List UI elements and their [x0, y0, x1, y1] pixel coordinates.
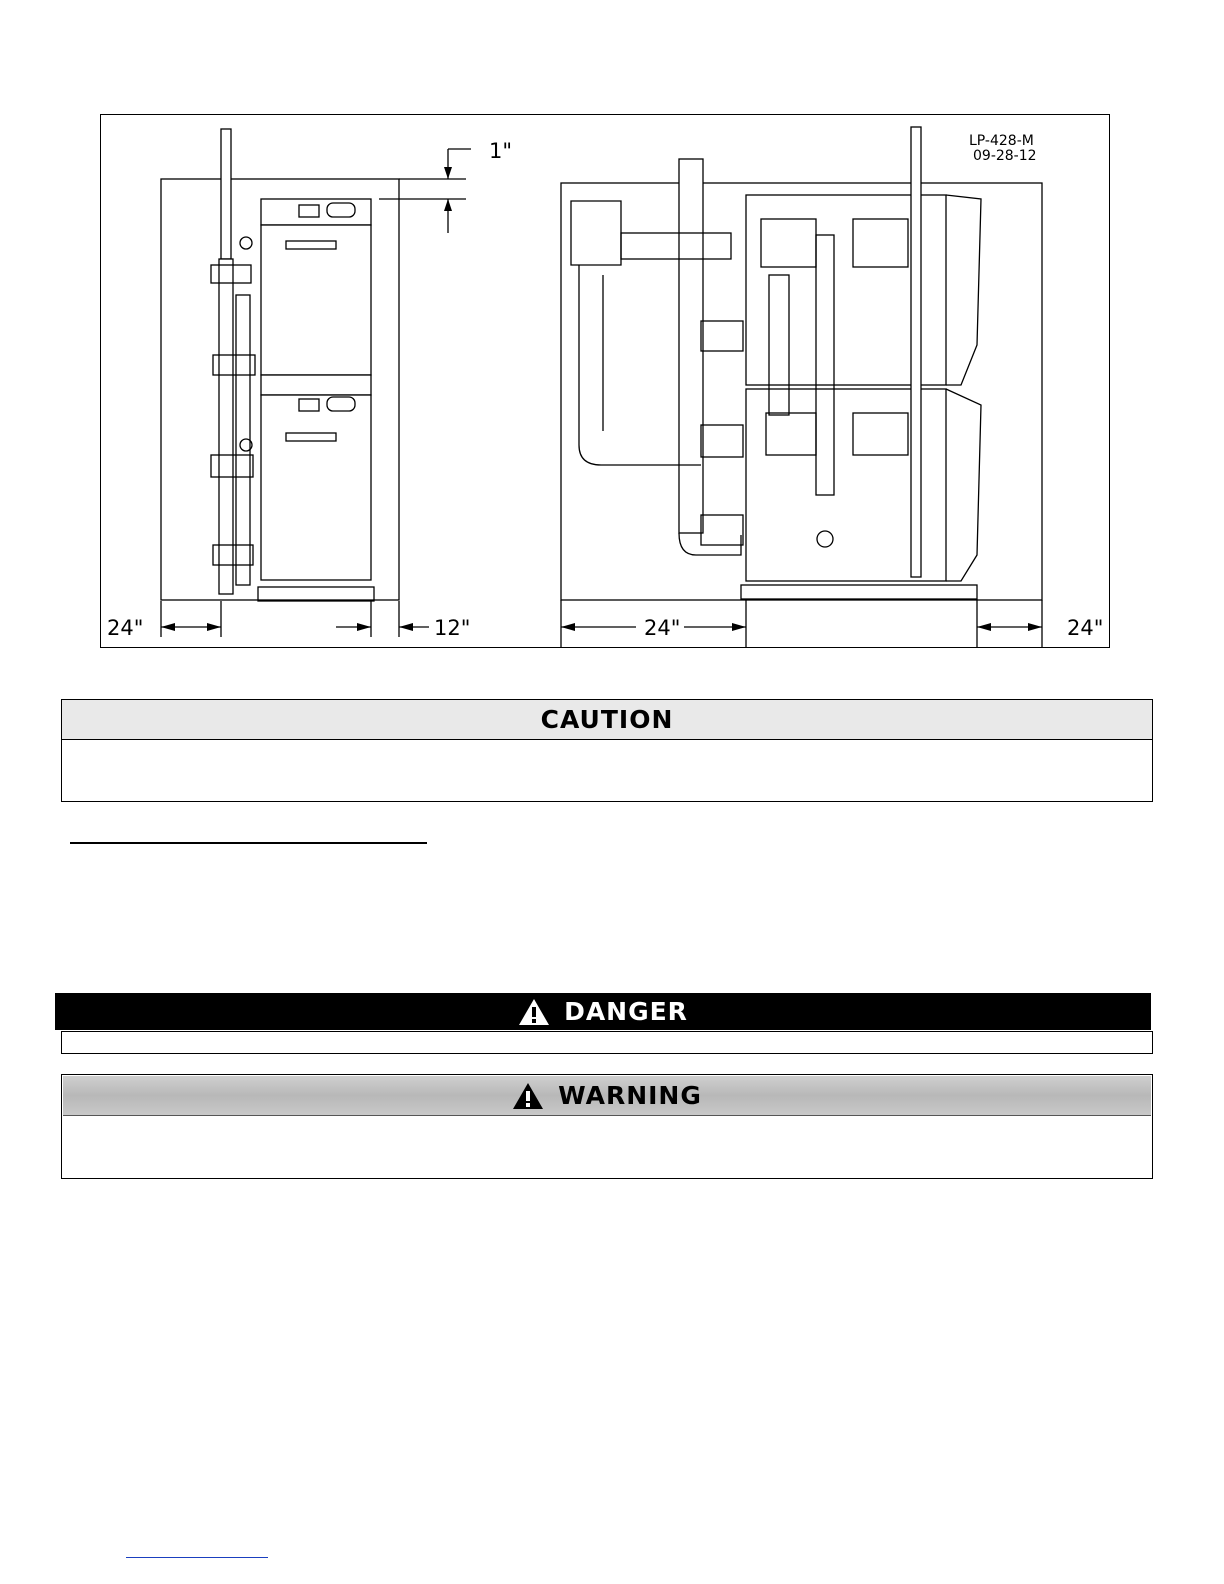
clearance-figure	[100, 114, 1110, 648]
danger-title: DANGER	[564, 997, 688, 1026]
warning-triangle-icon	[512, 1082, 544, 1110]
warning-title: WARNING	[558, 1081, 702, 1110]
warning-header	[63, 1076, 1151, 1116]
dim-side-left-label: 24"	[107, 616, 144, 640]
danger-warning-triangle-icon	[518, 998, 550, 1026]
caution-header	[62, 700, 1152, 740]
dim-front-left-label: 24"	[644, 616, 681, 640]
caution-notice	[61, 699, 1153, 802]
caution-title: CAUTION	[540, 705, 674, 734]
dim-top-label: 1"	[489, 139, 513, 163]
danger-notice	[55, 993, 1153, 1054]
dim-side-right-label: 12"	[434, 616, 471, 640]
danger-body	[61, 1031, 1153, 1054]
clearance-drawing	[101, 115, 1111, 649]
danger-header	[55, 993, 1151, 1030]
drawing-number: LP-428-M	[969, 133, 1034, 149]
dim-front-right-label: 24"	[1067, 616, 1104, 640]
section-heading-rule	[70, 842, 427, 844]
drawing-date: 09-28-12	[973, 148, 1037, 164]
warning-notice	[61, 1074, 1153, 1179]
footer-link-underline[interactable]	[126, 1557, 268, 1558]
